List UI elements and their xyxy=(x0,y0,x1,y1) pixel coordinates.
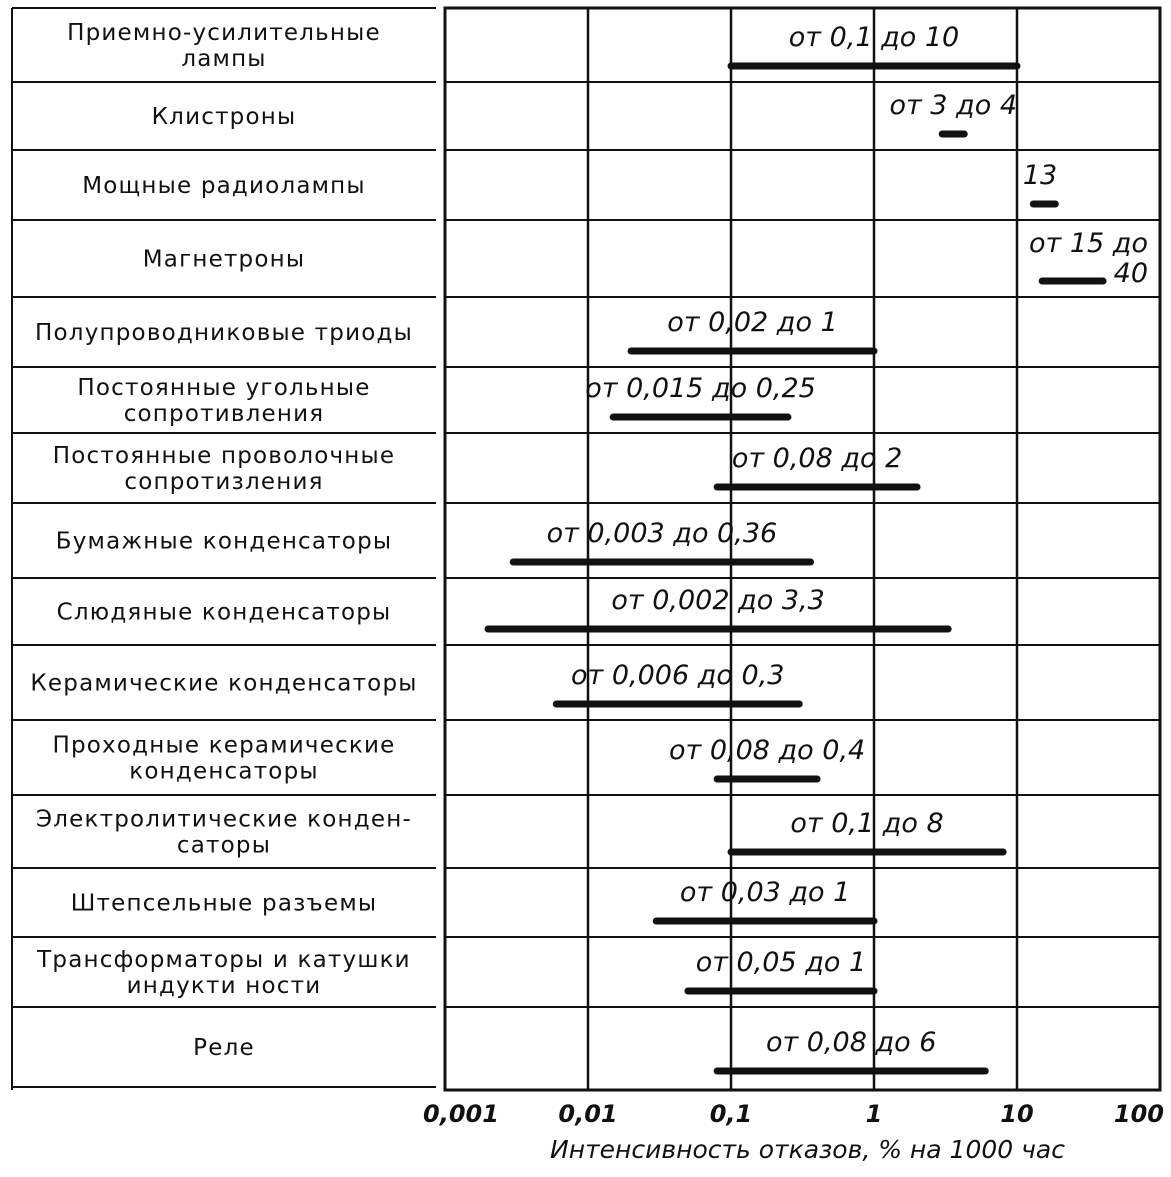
category-label: Электролитические конден- xyxy=(36,806,412,833)
category-label: Штепсельные разъемы xyxy=(70,890,378,917)
range-label: от 0,03 до 1 xyxy=(679,877,851,908)
category-label: саторы xyxy=(176,832,272,859)
category-label: Керамические конденсаторы xyxy=(30,670,418,697)
range-label: от 0,003 до 0,36 xyxy=(546,518,778,549)
category-label: Полупроводниковые триоды xyxy=(35,320,413,346)
range-label: от 0,08 до 0,4 xyxy=(668,735,866,766)
category-label: сопротивления xyxy=(123,401,325,427)
category-label: Трансформаторы и катушки xyxy=(37,947,411,973)
category-label: Слюдяные конденсаторы xyxy=(56,599,392,626)
tick-label: 1 xyxy=(865,1100,883,1128)
tick-label: 0,1 xyxy=(709,1100,753,1128)
category-label: конденсаторы xyxy=(129,758,319,785)
category-label: Приемно-усилительные xyxy=(67,20,381,46)
x-axis-title: Интенсивность отказов, % на 1000 час xyxy=(550,1135,1065,1164)
category-label: Магнетроны xyxy=(142,246,306,273)
range-label: от 0,1 до 8 xyxy=(790,808,944,839)
tick-label: 0,01 xyxy=(558,1100,618,1128)
range-label: от 3 до 4 xyxy=(889,90,1018,121)
range-label: 40 xyxy=(1113,258,1148,289)
category-label: Мощные радиолампы xyxy=(82,173,366,199)
category-label: сопротизления xyxy=(124,469,324,495)
range-label: 13 xyxy=(1022,160,1058,191)
range-label: от 15 до xyxy=(1029,228,1148,259)
tick-label: 10 xyxy=(1000,1100,1034,1128)
tick-label: 100 xyxy=(1113,1100,1164,1128)
category-label: Реле xyxy=(193,1035,255,1061)
range-label: от 0,08 до 6 xyxy=(765,1027,937,1058)
range-label: от 0,002 до 3,3 xyxy=(611,585,825,616)
range-label: от 0,1 до 10 xyxy=(788,22,960,53)
range-label: от 0,015 до 0,25 xyxy=(585,373,816,404)
category-label: Постоянные угольные xyxy=(77,375,371,401)
category-label: Постоянные проволочные xyxy=(52,443,396,469)
range-label: от 0,02 до 1 xyxy=(667,307,838,338)
category-label: Проходные керамические xyxy=(52,732,396,759)
category-label: индукти ности xyxy=(126,973,322,999)
tick-label: 0,001 xyxy=(423,1100,499,1128)
range-label: от 0,05 до 1 xyxy=(695,947,867,978)
range-label: от 0,08 до 2 xyxy=(731,443,903,474)
category-label: Клистроны xyxy=(151,104,297,130)
category-label: Бумажные конденсаторы xyxy=(55,528,393,555)
category-label: лампы xyxy=(181,46,267,72)
range-label: от 0,006 до 0,3 xyxy=(571,660,785,691)
